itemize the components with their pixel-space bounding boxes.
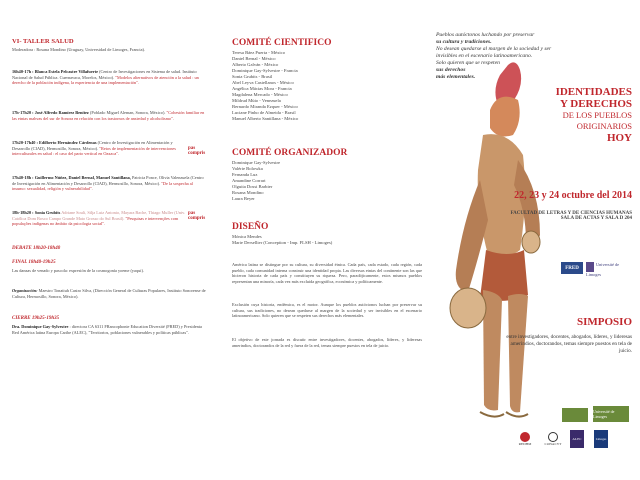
member: Mildrud Müto - Venezuela [232,98,281,103]
member: Laura Beyer [232,196,255,201]
cierre-title: CIERRE 19h25-19h35 [12,316,60,321]
unilim-logo-text: Université de Limoges [586,262,620,277]
designer: Marie Dersellier (Conception - Imp. FLSH - Limoges) [232,240,333,245]
conacyt-logo-icon [548,432,558,442]
organization: Organización: Maestro Tonatiuh Castro Silva, (Dirección General de Culturas Populares, Instituto Sonorense de Cultura, Hermosillo, Sonora, México). [12,288,206,299]
member: Luciane Pinho de Almeida - Brasil [232,110,296,115]
final-title: FINAL 18h40-19h25 [12,260,56,265]
event-title [556,86,632,145]
member: Sonia Grubits - Brasil [232,74,273,79]
final-text: Las danzas de venado y pascola: expresión de la cosmogonía yoeme (yaqui). [12,268,144,273]
member: Alberto Galván - México [232,62,279,67]
debate-time: DEBATE 18h20-18h40 [12,246,61,251]
talk-4: 17h40-18h : Guillermo Núñez, Daniel Bernal, Manuel Santillana, Patricia Ponce, Olivia Valenzuela (Centro de Investigación en Alimentación y Desarrollo (CIAD), Hermosillo, Sonora, México). "De la sospecha al insumo: sexualidad, religión y vulnerabilidad". [12,175,204,192]
moderator: Moderadora : Rosana Mondino (Uruguay, Universidad de Limoges, Francia). [12,47,146,52]
quote-line: Solo quieren que se respeten [436,60,500,66]
member: Fernanda Luz [232,172,258,177]
title-line: IDENTIDADES [555,86,632,98]
indigenous-figure-illustration [428,60,548,460]
quote [436,32,626,81]
member: Bernardo Miranda Ezquer - México [232,104,298,109]
comite-cientifico-list [232,50,298,122]
section-title: VI- TALLER SALUD [12,38,74,45]
quote-line: invisibles en el escenario latinoamericano. [436,53,533,59]
quote-line: Pueblos autóctonos luchando por preservar [436,32,535,38]
title-line: HOY [606,132,632,144]
cierre-text: Dra. Dominique Gay-Sylvestre : directora CA 6311 FRancophonie Education Diversité (FRED) y Presidenta Red América latina Europa Caribe (ALEC), "Territorios, poblaciones vulnerables y políticas públicas". [12,324,202,335]
program-column [0,0,212,480]
comite-cientifico-title: COMITÉ CIENTIFICO [232,38,332,48]
quote-line: sus derechos [436,67,466,73]
talk-3: 17h20-17h40 : Edilberto Hernández Cárdenas (Centro de Investigación en Alimentación y Desarrollo (CIAD), Hermosillo, Sonora, México). "Retos de implementación de intervenciones interculturales en salud : el caso del parto vertical en Oaxaca". [12,140,176,157]
talk-1: 16h40-17h : Blanca Estela Pelcastre Villafuerte (Centro de Investigaciones en Sistema de salud. Instituto Nacional de Salud Pública. Cuernavaca, Morelos, México). "Modelos alternativos de atención a la salud : un derecho de la población indígena, la experiencia de una implementación". [12,69,199,86]
conacyt-logo [542,432,564,448]
redhm-logo [514,432,536,448]
member: Rosana Mondino [232,190,264,195]
side-tag-1: pas compris [188,146,206,156]
simposio-title: SIMPOSIO [576,316,632,328]
member: Dominique Gay-Sylvestre [232,160,281,165]
quote-line: su cultura y tradiciones. [436,39,492,45]
conacyt-logo-text: CONACYT [544,442,562,446]
partner-logo [562,408,588,422]
alec-logo: ALEC [570,430,584,448]
intro-paragraph-1: América latina se distingue por su cultura, su diversidad étnica. Cada país, cada estado, cada región, cada pueblo, cada comunidad interna construir una identidad propia. Las diversas etnias del continente son las que hicieron historia de cada país y constituyen su riqueza. Pero, paradójicamente, estos mismos pueblos representan una minoría, cada vez más excluida geográfica, económica y políticamente. [232,262,422,284]
unilim-logo-bottom: Université de Limoges [593,406,629,422]
gourd-icon [522,231,540,253]
comite-organizador-list [232,160,280,202]
venue-line: FACULTAD DE LETRAS Y DE CIENCIAS HUMANAS [510,211,632,216]
unilim-logo-icon [586,262,594,272]
quote-line: más elementales. [436,74,476,80]
limoges-logo: Limoges [594,430,608,448]
event-date: 22, 23 y 24 octubre del 2014 [514,190,632,201]
fred-logo: FRED [561,262,583,274]
intro-paragraph-2: Exclusión cuya historia, endémica, es el motor. Aunque los pueblos autóctonos luchan por preservar su cultura, sus tradiciones, no desean quedarse al margen de la sociedad y ser invisibles en el escenario latinoamericano. Solo quieren que se respeten sus derechos más elementales. [232,302,422,319]
head-icon [490,97,520,137]
gourd-icon [450,288,486,328]
member: Dominique Gay-Sylvestre - Francia [232,68,298,73]
member: Manuel Alberto Santillana - México [232,116,299,121]
simposio-text: entre investigadores, docentes, abogados, líderes, y lideresas amerindios, doctorandos, temas siempre puestos en tela de juicio. [506,334,632,354]
cover-column [428,0,640,480]
member: Amandine Corrari [232,178,266,183]
member: Magdalena Mercado - México [232,92,288,97]
diseno-list [232,234,332,246]
diseno-title: DISEÑO [232,222,269,232]
comite-organizador-title: COMITÉ ORGANIZADOR [232,148,348,158]
committee-column [214,0,424,480]
member: Teresa Báez Puerta - México [232,50,285,55]
member: Olguita Dossi Barbier [232,184,273,189]
intro-paragraph-3: El objetivo de este jornada es discutir entre investigadores, docentes, abogados, líderes, y lideresas amerindios, doctorandos de la red y fuera de la red, temas siempre puestos en tela de juicio. [232,337,422,348]
title-line: Y DERECHOS [559,98,632,110]
member: Angélica Mácias Mora - Francia [232,86,292,91]
title-line: DE LOS PUEBLOS [562,110,632,120]
quote-line: No desean quedarse al margen de la sociedad y ser [436,46,552,52]
member: Abel Leyva Castellanos - México [232,80,294,85]
redhm-logo-icon [520,432,530,442]
designer: Mónica Mendes [232,234,262,239]
venue-line: SALA DE ACTAS Y SALA D 204 [560,216,632,221]
member: Valérie Bolowka [232,166,263,171]
side-tag-2: pas compris [188,211,206,221]
venue [511,211,633,221]
title-line: ORIGINARIOS [576,121,632,131]
talk-2: 17h-17h20 : José Alfredo Ramírez Benítez (Poblado Miguel Aleman, Sonora, México). "Cohesión familiar en las etnias mahvas del sur de Sonora en relación con los trastornos de ansiedad y alcoholismo". [12,110,205,121]
member: Daniel Bernal - México [232,56,276,61]
redhm-logo-text: REDHM [518,442,532,446]
unilim-logo [586,262,631,277]
talk-5: 18h-18h20 : Sonia Grubits Adriane Souli, Silja Luiz Antonio, Mayara Bache, Thiago Muller (Univ. Católica Dom Bosco Campo Grande Mato Grosso do Sul Brasil). "Pesquisas e intervenções com populações indígenas no âmbito da psicologia social". [12,210,186,227]
